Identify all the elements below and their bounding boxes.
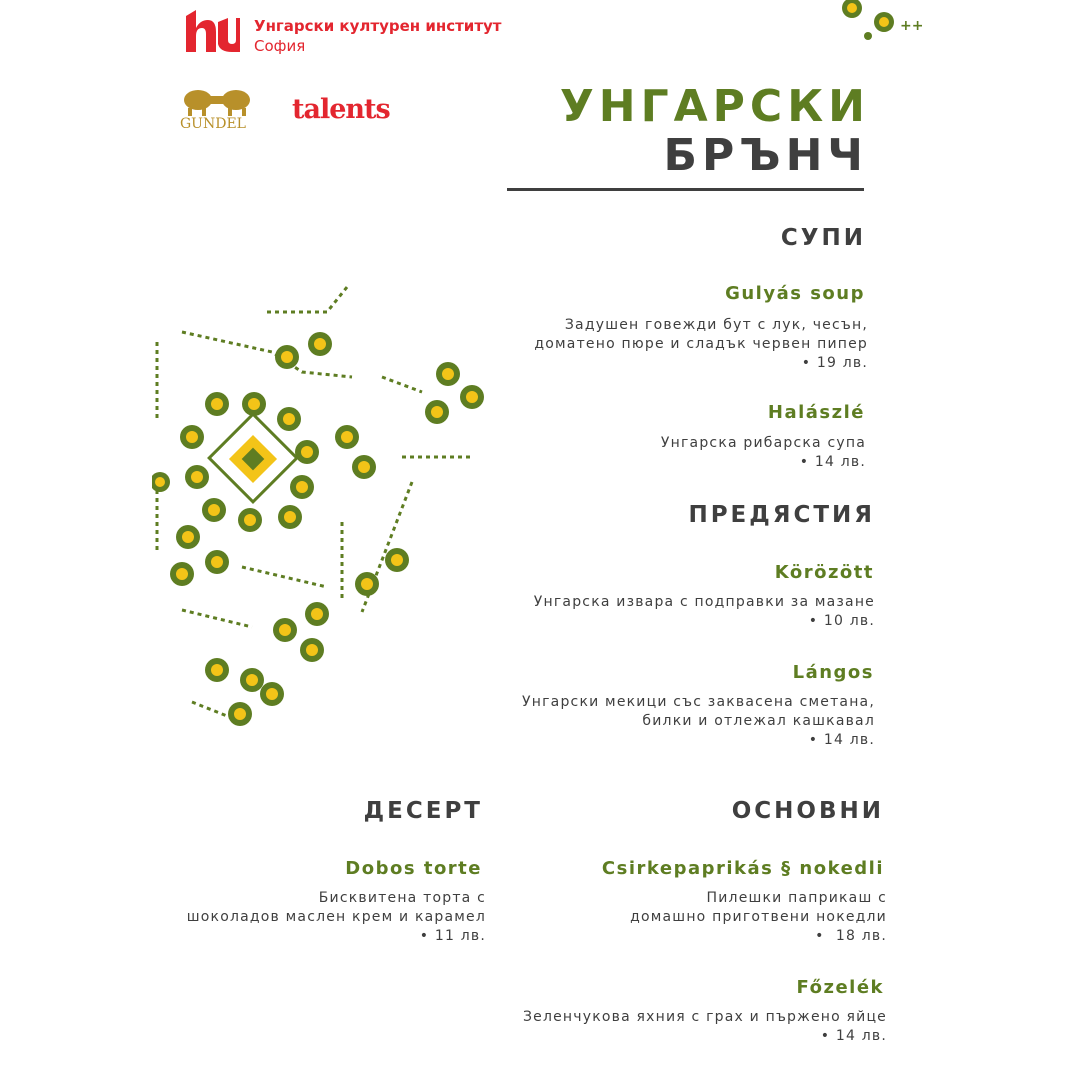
section-heading-starters: ПРЕДЯСТИЯ <box>688 502 875 528</box>
dish-name-halaszle: Halászlé <box>767 402 865 423</box>
title-line-2: БРЪНЧ <box>663 130 868 181</box>
dish-desc-korozott: Унгарска извара с подправки за мазане • 10 лв. <box>533 594 875 629</box>
dish-desc-dobos: Бисквитена торта с шоколадов маслен крем и карамел • 11 лв. <box>186 890 486 944</box>
gundel-logo <box>176 86 262 134</box>
dish-desc-gulyas: Задушен говежди бут с лук, чесън, доматено пюре и сладък червен пипер • 19 лв. <box>534 317 868 371</box>
dish-name-csirkepaprikas: Csirkepaprikás § nokedli <box>601 858 884 879</box>
talents-logo: talents <box>292 94 390 125</box>
dish-name-langos: Lángos <box>792 662 874 683</box>
institute-logo-icon <box>178 6 240 56</box>
dish-name-korozott: Körözött <box>774 562 874 583</box>
section-heading-mains: ОСНОВНИ <box>731 798 884 824</box>
dish-name-gulyas: Gulyás soup <box>725 283 865 304</box>
title-divider <box>507 188 864 191</box>
section-heading-soups: СУПИ <box>780 225 866 251</box>
gundel-text: GUNDEL <box>180 116 246 132</box>
dish-name-dobos: Dobos torte <box>345 858 482 879</box>
dish-desc-halaszle: Унгарска рибарска супа • 14 лв. <box>660 435 866 470</box>
embroidery-ornament-icon <box>152 282 492 730</box>
dish-desc-langos: Унгарски мекици със заквасена сметана, билки и отлежал кашкавал • 14 лв. <box>522 694 875 748</box>
dish-desc-fozelek: Зеленчукова яхния с грах и пържено яйце • 14 лв. <box>522 1009 887 1044</box>
dish-name-fozelek: Főzelék <box>796 977 884 998</box>
svg-text:++: ++ <box>900 18 924 34</box>
top-ornament-icon <box>832 0 932 44</box>
dish-desc-csirkepaprikas: Пилешки паприкаш с домашно приготвени нокедли • 18 лв. <box>630 890 887 944</box>
section-heading-dessert: ДЕСЕРТ <box>363 798 483 824</box>
institute-city: София <box>254 37 306 55</box>
title-line-1: УНГАРСКИ <box>559 81 870 132</box>
institute-name: Унгарски културен институт <box>254 17 502 35</box>
